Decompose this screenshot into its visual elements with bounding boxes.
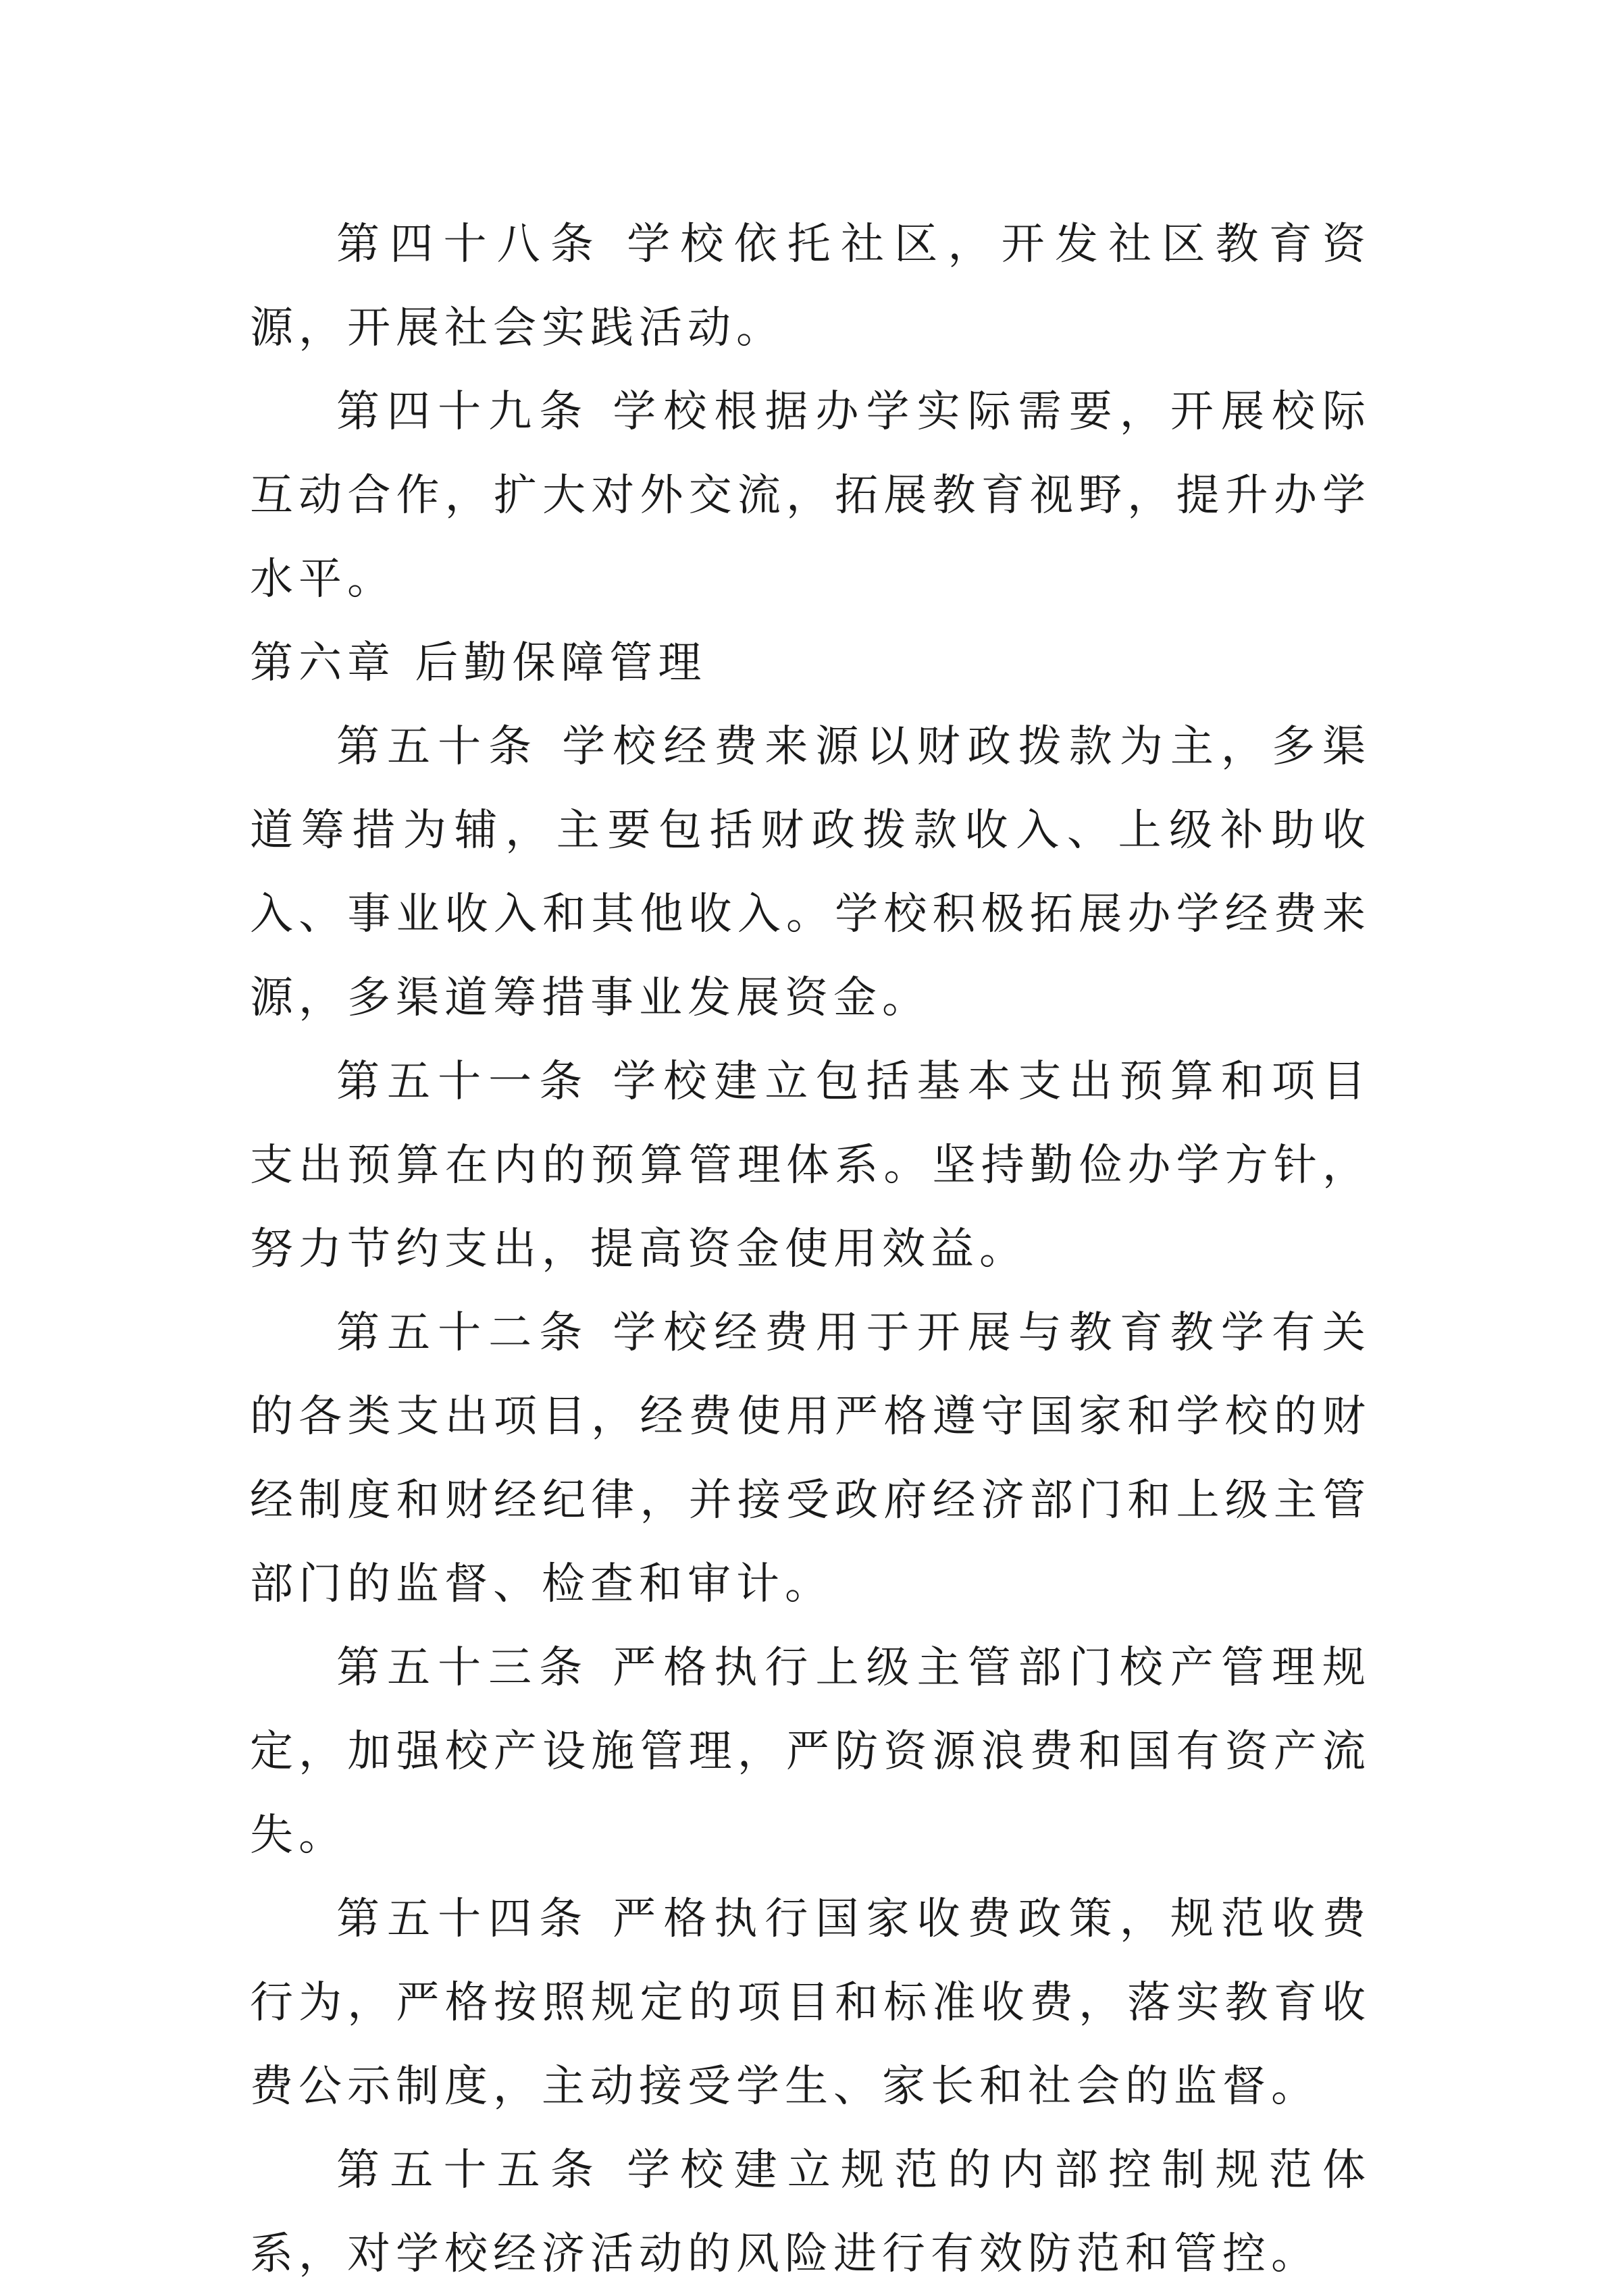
article-text: 学校建立规范的内部控制规范体系，对学校经济活动的风险进行有效防范和管控。 — [250, 2145, 1372, 2279]
article-text: 严格执行上级主管部门校产管理规定，加强校产设施管理，严防资源浪费和国有资产流失。 — [250, 1643, 1372, 1860]
article-text: 学校建立包括基本支出预算和项目支出预算在内的预算管理体系。坚持勤俭办学方针，努力节约支出，提高资金使用效益。 — [250, 1057, 1372, 1274]
article-number: 第五十五条 — [336, 2145, 604, 2195]
article-51 — [250, 1040, 1371, 1291]
article-53 — [250, 1626, 1371, 1877]
article-52 — [250, 1291, 1371, 1626]
article-number: 第五十四条 — [336, 1894, 590, 1944]
article-number: 第五十二条 — [336, 1308, 590, 1358]
article-48 — [250, 203, 1371, 370]
article-55 — [250, 2129, 1371, 2296]
article-number: 第五十条 — [336, 722, 540, 772]
article-number: 第四十八条 — [336, 219, 604, 269]
article-text: 学校根据办学实际需要，开展校际互动合作，扩大对外交流，拓展教育视野，提升办学水平。 — [250, 387, 1372, 604]
article-text: 学校经费用于开展与教育教学有关的各类支出项目，经费使用严格遵守国家和学校的财经制度和财经纪律，并接受政府经济部门和上级主管部门的监督、检查和审计。 — [250, 1308, 1372, 1609]
article-number: 第五十一条 — [336, 1057, 590, 1107]
article-number: 第五十三条 — [336, 1643, 590, 1693]
article-49 — [250, 370, 1371, 621]
document-body — [250, 203, 1371, 2296]
chapter-heading: 第六章 后勤保障管理 — [250, 638, 707, 688]
article-54 — [250, 1877, 1371, 2129]
article-text: 学校经费来源以财政拨款为主，多渠道筹措为辅，主要包括财政拨款收入、上级补助收入、事业收入和其他收入。学校积极拓展办学经费来源，多渠道筹措事业发展资金。 — [250, 722, 1372, 1023]
article-text: 学校依托社区，开发社区教育资源，开展社会实践活动。 — [250, 219, 1372, 353]
article-50 — [250, 705, 1371, 1040]
article-number: 第四十九条 — [336, 387, 590, 437]
article-text: 严格执行国家收费政策，规范收费行为，严格按照规定的项目和标准收费，落实教育收费公示制度，主动接受学生、家长和社会的监督。 — [250, 1894, 1372, 2112]
